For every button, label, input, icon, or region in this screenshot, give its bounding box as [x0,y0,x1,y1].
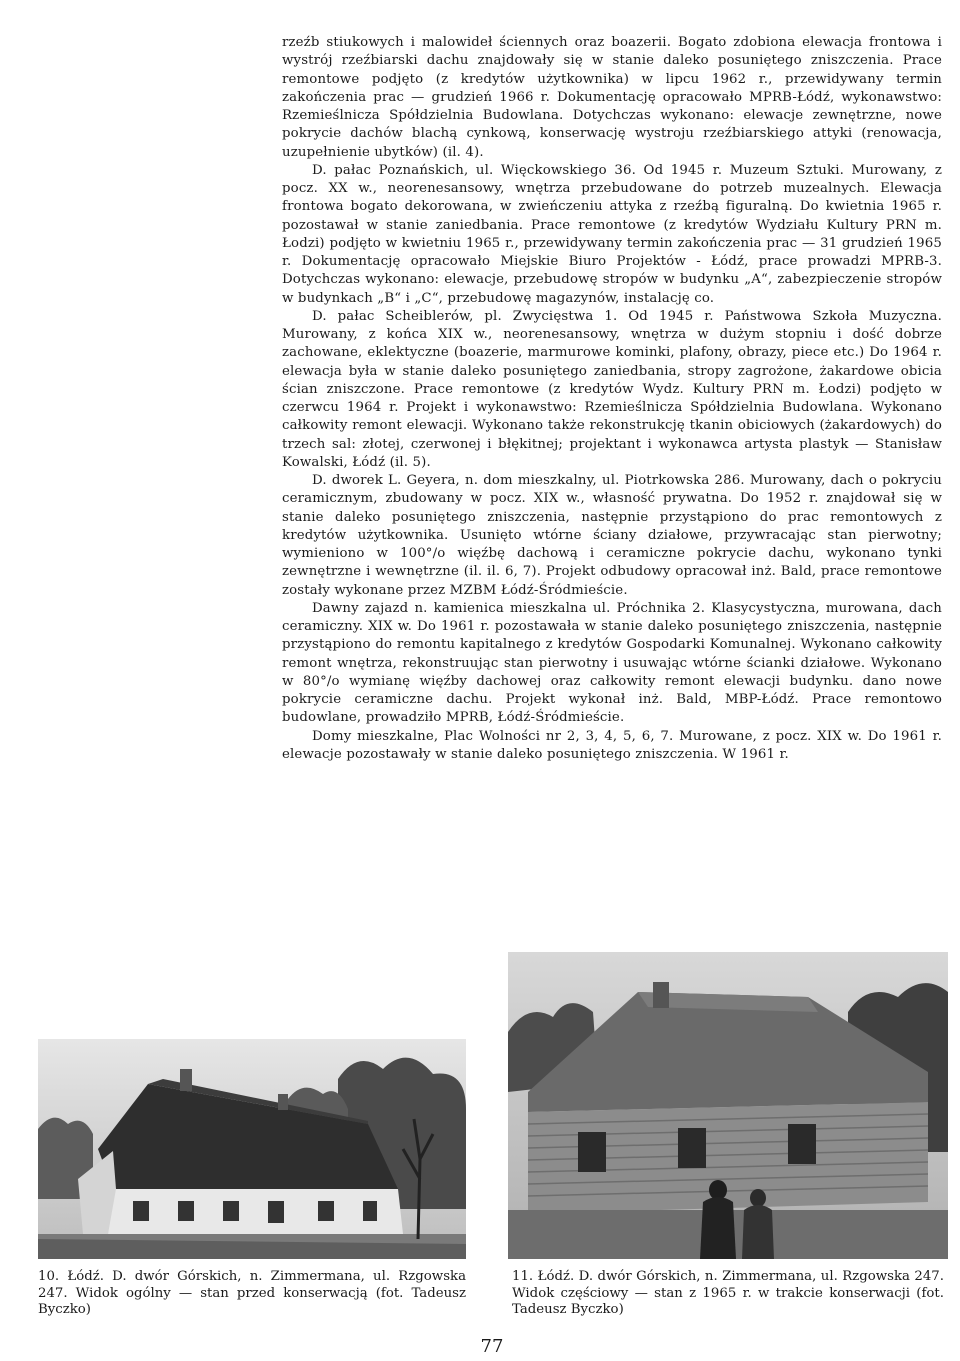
photo-manor-partial-view [508,952,948,1259]
paragraph: Dawny zajazd n. kamienica mieszkalna ul. Próchnika 2. Klasycystyczna, murowana, dach ceramiczny. XIX w. Do 1961 r. pozostawała w stanie daleko posuniętego zniszczenia, następnie przystąpiono do remontu kapitalnego z kredytów Gospodarki Komunalnej. Wykonano całkowity remont wnętrza, rekonstruując stan pierwotny i usuwając wtórne ścianki działowe. Wykonano w 80°/o wymianę więźby dachowej oraz całkowity remont elewacji budynku. dano nowe pokrycie ceramiczne dachu. Projekt wykonał inż. Bald, MBP-Łódź. Prace remontowo budowlane, prowadziło MPRB, Łódź-Śródmieście. [282,600,942,726]
figure-caption-11: 11. Łódź. D. dwór Górskich, n. Zimmermana, ul. Rzgowska 247. Widok częściowy — stan z 1965 r. w trakcie konserwacji (fot. Tadeusz Byczko) [512,1269,944,1317]
paragraph: rzeźb stiukowych i malowideł ściennych oraz boazerii. Bogato zdobiona elewacja frontowa i wystrój rzeźbiarski dachu znajdowały się w stanie daleko posuniętego zniszczenia. Prace remontowe podjęto (z kredytów użytkownika) w lipcu 1962 r., przewidywany termin zakończenia prac — grudzień 1966 r. Dokumentację opracowało MPRB-Łódź, wykonawstwo: Rzemieślnicza Spółdzielnia Budowlana. Dotychczas wykonano: elewacje zewnętrzne, nowe pokrycie dachów blachą cynkową, konserwację wystroju rzeźbiarskiego attyki (renowacja, uzupełnienie ubytków) (il. 4). [282,35,942,160]
body-text [282,34,942,764]
photo-manor-general-view [38,1039,466,1259]
paragraph: Domy mieszkalne, Plac Wolności nr 2, 3, 4, 5, 6, 7. Murowane, z pocz. XIX w. Do 1961 r. elewacje pozostawały w stanie daleko posuniętego zniszczenia. W 1961 r. [282,728,942,762]
page-number: 77 [480,1336,504,1357]
paragraph: D. pałac Scheiblerów, pl. Zwycięstwa 1. Od 1945 r. Państwowa Szkoła Muzyczna. Murowany, z końca XIX w., neorenesansowy, wnętrza w dużym stopniu i dość dobrze zachowane, eklektyczne (boazerie, marmurowe kominki, plafony, obrazy, piece etc.) Do 1964 r. elewacja była w stanie daleko posuniętego zaniedbania, stropy zagrożone, żakardowe obicia ścian zniszczone. Prace remontowe (z kredytów Wydz. Kultury PRN m. Łodzi) podjęto w czerwcu 1964 r. Projekt i wykonawstwo: Rzemieślnicza Spółdzielnia Budowlana. Wykonano całkowity remont elewacji. Wykonano także rekonstrukcję tkanin obiciowych (żakardowych) do trzech sal: złotej, czerwonej i błękitnej; projektant i wykonawca artysta plastyk — Stanisław Kowalski, Łódź (il. 5). [282,308,942,470]
paragraph: D. dworek L. Geyera, n. dom mieszkalny, ul. Piotrkowska 286. Murowany, dach o pokryciu ceramicznym, zbudowany w pocz. XIX w., własność prywatna. Do 1952 r. znajdował się w stanie daleko posuniętego zniszczenia, następnie przystąpiono do prac remontowych z kredytów użytkownika. Usunięto wtórne ściany działowe, przywracając stan pierwotny; wymieniono w 100°/o więźbę dachową i ceramiczne pokrycie dachu, wykonano tynki zewnętrzne i wewnętrzne (il. il. 6, 7). Projekt odbudowy opracował inż. Bald, prace remontowe zostały wykonane przez MZBM Łódź-Śródmieście. [282,473,942,598]
paragraph: D. pałac Poznańskich, ul. Więckowskiego 36. Od 1945 r. Muzeum Sztuki. Murowany, z pocz. XX w., neorenesansowy, wnętrza przebudowane do potrzeb muzealnych. Elewacja frontowa bogato dekorowana, w zwieńczeniu attyka z rzeźbą figuralną. Do kwietnia 1965 r. pozostawał w stanie zaniedbania. Prace remontowe (z kredytów Wydziału Kultury PRN m. Łodzi) podjęto w kwietniu 1965 r., przewidywany termin zakończenia prac — 31 grudzień 1965 r. Dokumentację opracowało Miejskie Biuro Projektów - Łódź, prace prowadzi MPRB-3. Dotychczas wykonano: elewacje, przebudowę stropów w budynku „A“, zabezpieczenie stropów w budynkach „B“ i „C“, przebudowę magazynów, instalację co. [282,162,942,306]
figure-caption-10: 10. Łódź. D. dwór Górskich, n. Zimmermana, ul. Rzgowska 247. Widok ogólny — stan przed konserwacją (fot. Tadeusz Byczko) [38,1269,466,1317]
